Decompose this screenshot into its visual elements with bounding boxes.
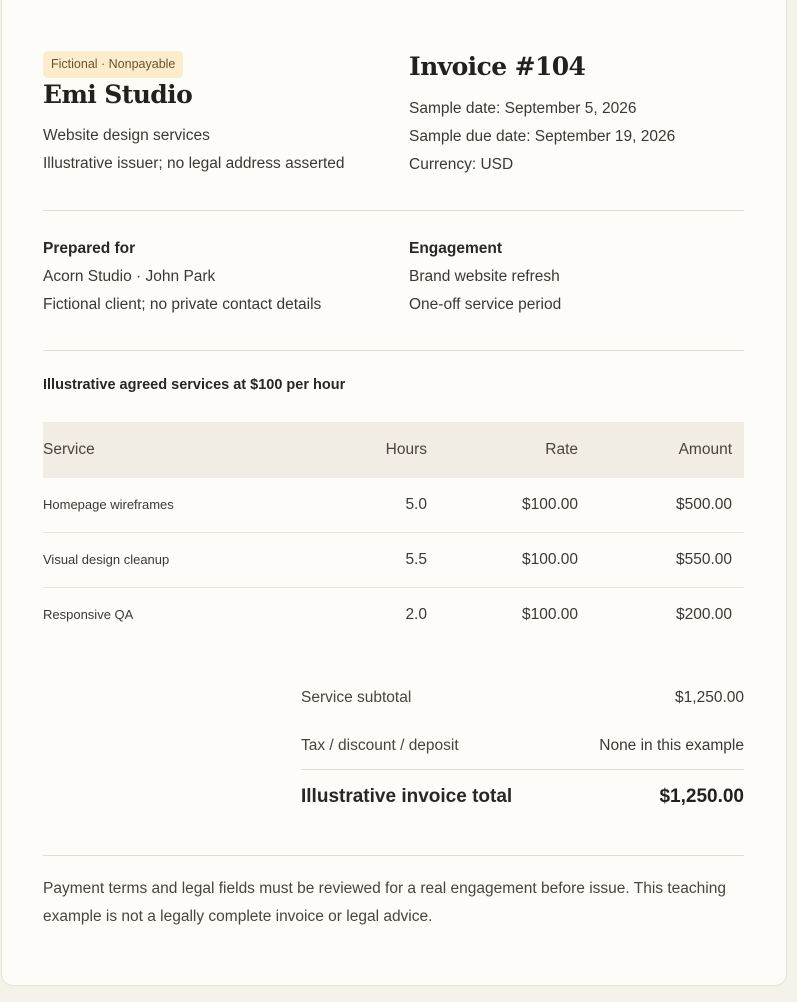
subtotal-label: Service subtotal	[301, 689, 412, 706]
client-name: Acorn Studio · John Park	[43, 268, 216, 285]
issuer-description: Website design services	[43, 127, 210, 144]
client-heading: Prepared for	[43, 240, 136, 257]
service-rate: $100.00	[521, 606, 578, 623]
service-amount: $550.00	[675, 551, 732, 568]
service-amount: $200.00	[675, 606, 732, 623]
fictional-badge: Fictional · Nonpayable	[43, 51, 183, 78]
service-name: Homepage wireframes	[43, 497, 174, 512]
column-header-rate: Rate	[545, 441, 578, 458]
table-row	[43, 478, 744, 533]
invoice-currency: Currency: USD	[409, 156, 514, 173]
engagement-project: Brand website refresh	[409, 268, 560, 285]
engagement-period: One-off service period	[409, 296, 562, 313]
service-rate: $100.00	[521, 551, 578, 568]
service-name: Visual design cleanup	[43, 552, 170, 567]
total-value: $1,250.00	[659, 786, 744, 807]
issuer-name: Emi Studio	[43, 80, 193, 109]
divider	[43, 855, 744, 856]
subtotal-value: $1,250.00	[675, 689, 744, 706]
table-header	[43, 422, 744, 478]
invoice-date: Sample date: September 5, 2026	[409, 100, 637, 117]
invoice-due-date: Sample due date: September 19, 2026	[409, 128, 676, 145]
service-rate: $100.00	[521, 496, 578, 513]
table-row	[43, 533, 744, 588]
totals-divider	[301, 769, 744, 770]
footer-note: Payment terms and legal fields must be reviewed for a real engagement before issue. This teaching example is not a legally complete invoice or legal advice.	[43, 880, 726, 925]
adjustments-value: None in this example	[599, 737, 744, 754]
adjustments-label: Tax / discount / deposit	[301, 737, 459, 754]
service-hours: 5.0	[405, 496, 427, 513]
service-hours: 5.5	[405, 551, 427, 568]
client-note: Fictional client; no private contact details	[43, 296, 322, 313]
column-header-amount: Amount	[678, 441, 732, 458]
divider	[43, 210, 744, 211]
invoice-title: Invoice #104	[409, 52, 586, 81]
table-row	[43, 588, 744, 642]
divider	[43, 350, 744, 351]
services-table	[43, 422, 744, 642]
service-hours: 2.0	[405, 606, 427, 623]
issuer-address-note: Illustrative issuer; no legal address asserted	[43, 155, 345, 172]
service-amount: $500.00	[675, 496, 732, 513]
column-header-hours: Hours	[385, 441, 427, 458]
engagement-heading: Engagement	[409, 240, 503, 257]
services-caption: Illustrative agreed services at $100 per hour	[43, 377, 346, 393]
column-header-service: Service	[43, 441, 95, 458]
service-name: Responsive QA	[43, 607, 134, 622]
total-label: Illustrative invoice total	[301, 786, 513, 807]
